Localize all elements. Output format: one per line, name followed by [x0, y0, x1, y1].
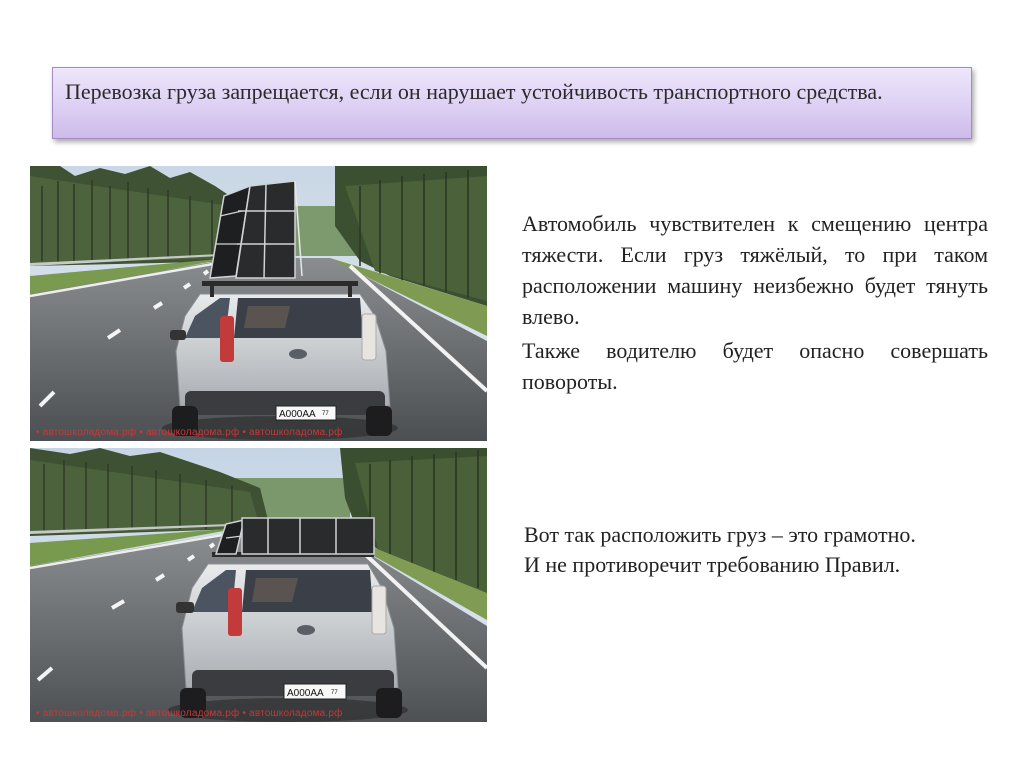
plate-text-1: А000АА	[279, 409, 316, 420]
paragraph-center-of-gravity: Автомобиль чувствителен к смещению центра тяжести. Если груз тяжёлый, то при таком расположении машину неизбежно будет тянуть влево.	[522, 211, 988, 329]
photo-watermark-2: • автошколадома.рф • автошколадома.рф • автошколадома.рф	[36, 708, 343, 719]
photo-cargo-offcenter-image	[30, 166, 487, 441]
plate-region-1: 77	[322, 411, 329, 417]
line-correct-placement: Вот так расположить груз – это грамотно.	[524, 522, 916, 547]
text-block-offcenter	[522, 208, 988, 397]
plate-region-2: 77	[331, 690, 338, 696]
plate-text-2: А000АА	[287, 688, 324, 699]
photo-watermark-1: • автошколадома.рф • автошколадома.рф • автошколадома.рф	[36, 427, 343, 438]
photo-cargo-offcenter	[30, 166, 487, 441]
photo-cargo-flat-image	[30, 448, 487, 722]
photo-cargo-flat	[30, 448, 487, 722]
text-block-flat	[524, 520, 994, 580]
slide-title: Перевозка груза запрещается, если он нарушает устойчивость транспортного средства.	[52, 67, 972, 139]
line-rules-compliant: И не противоречит требованию Правил.	[524, 552, 901, 577]
paragraph-turning-danger: Также водителю будет опасно совершать повороты.	[522, 338, 988, 394]
cargo-tall	[210, 181, 302, 278]
